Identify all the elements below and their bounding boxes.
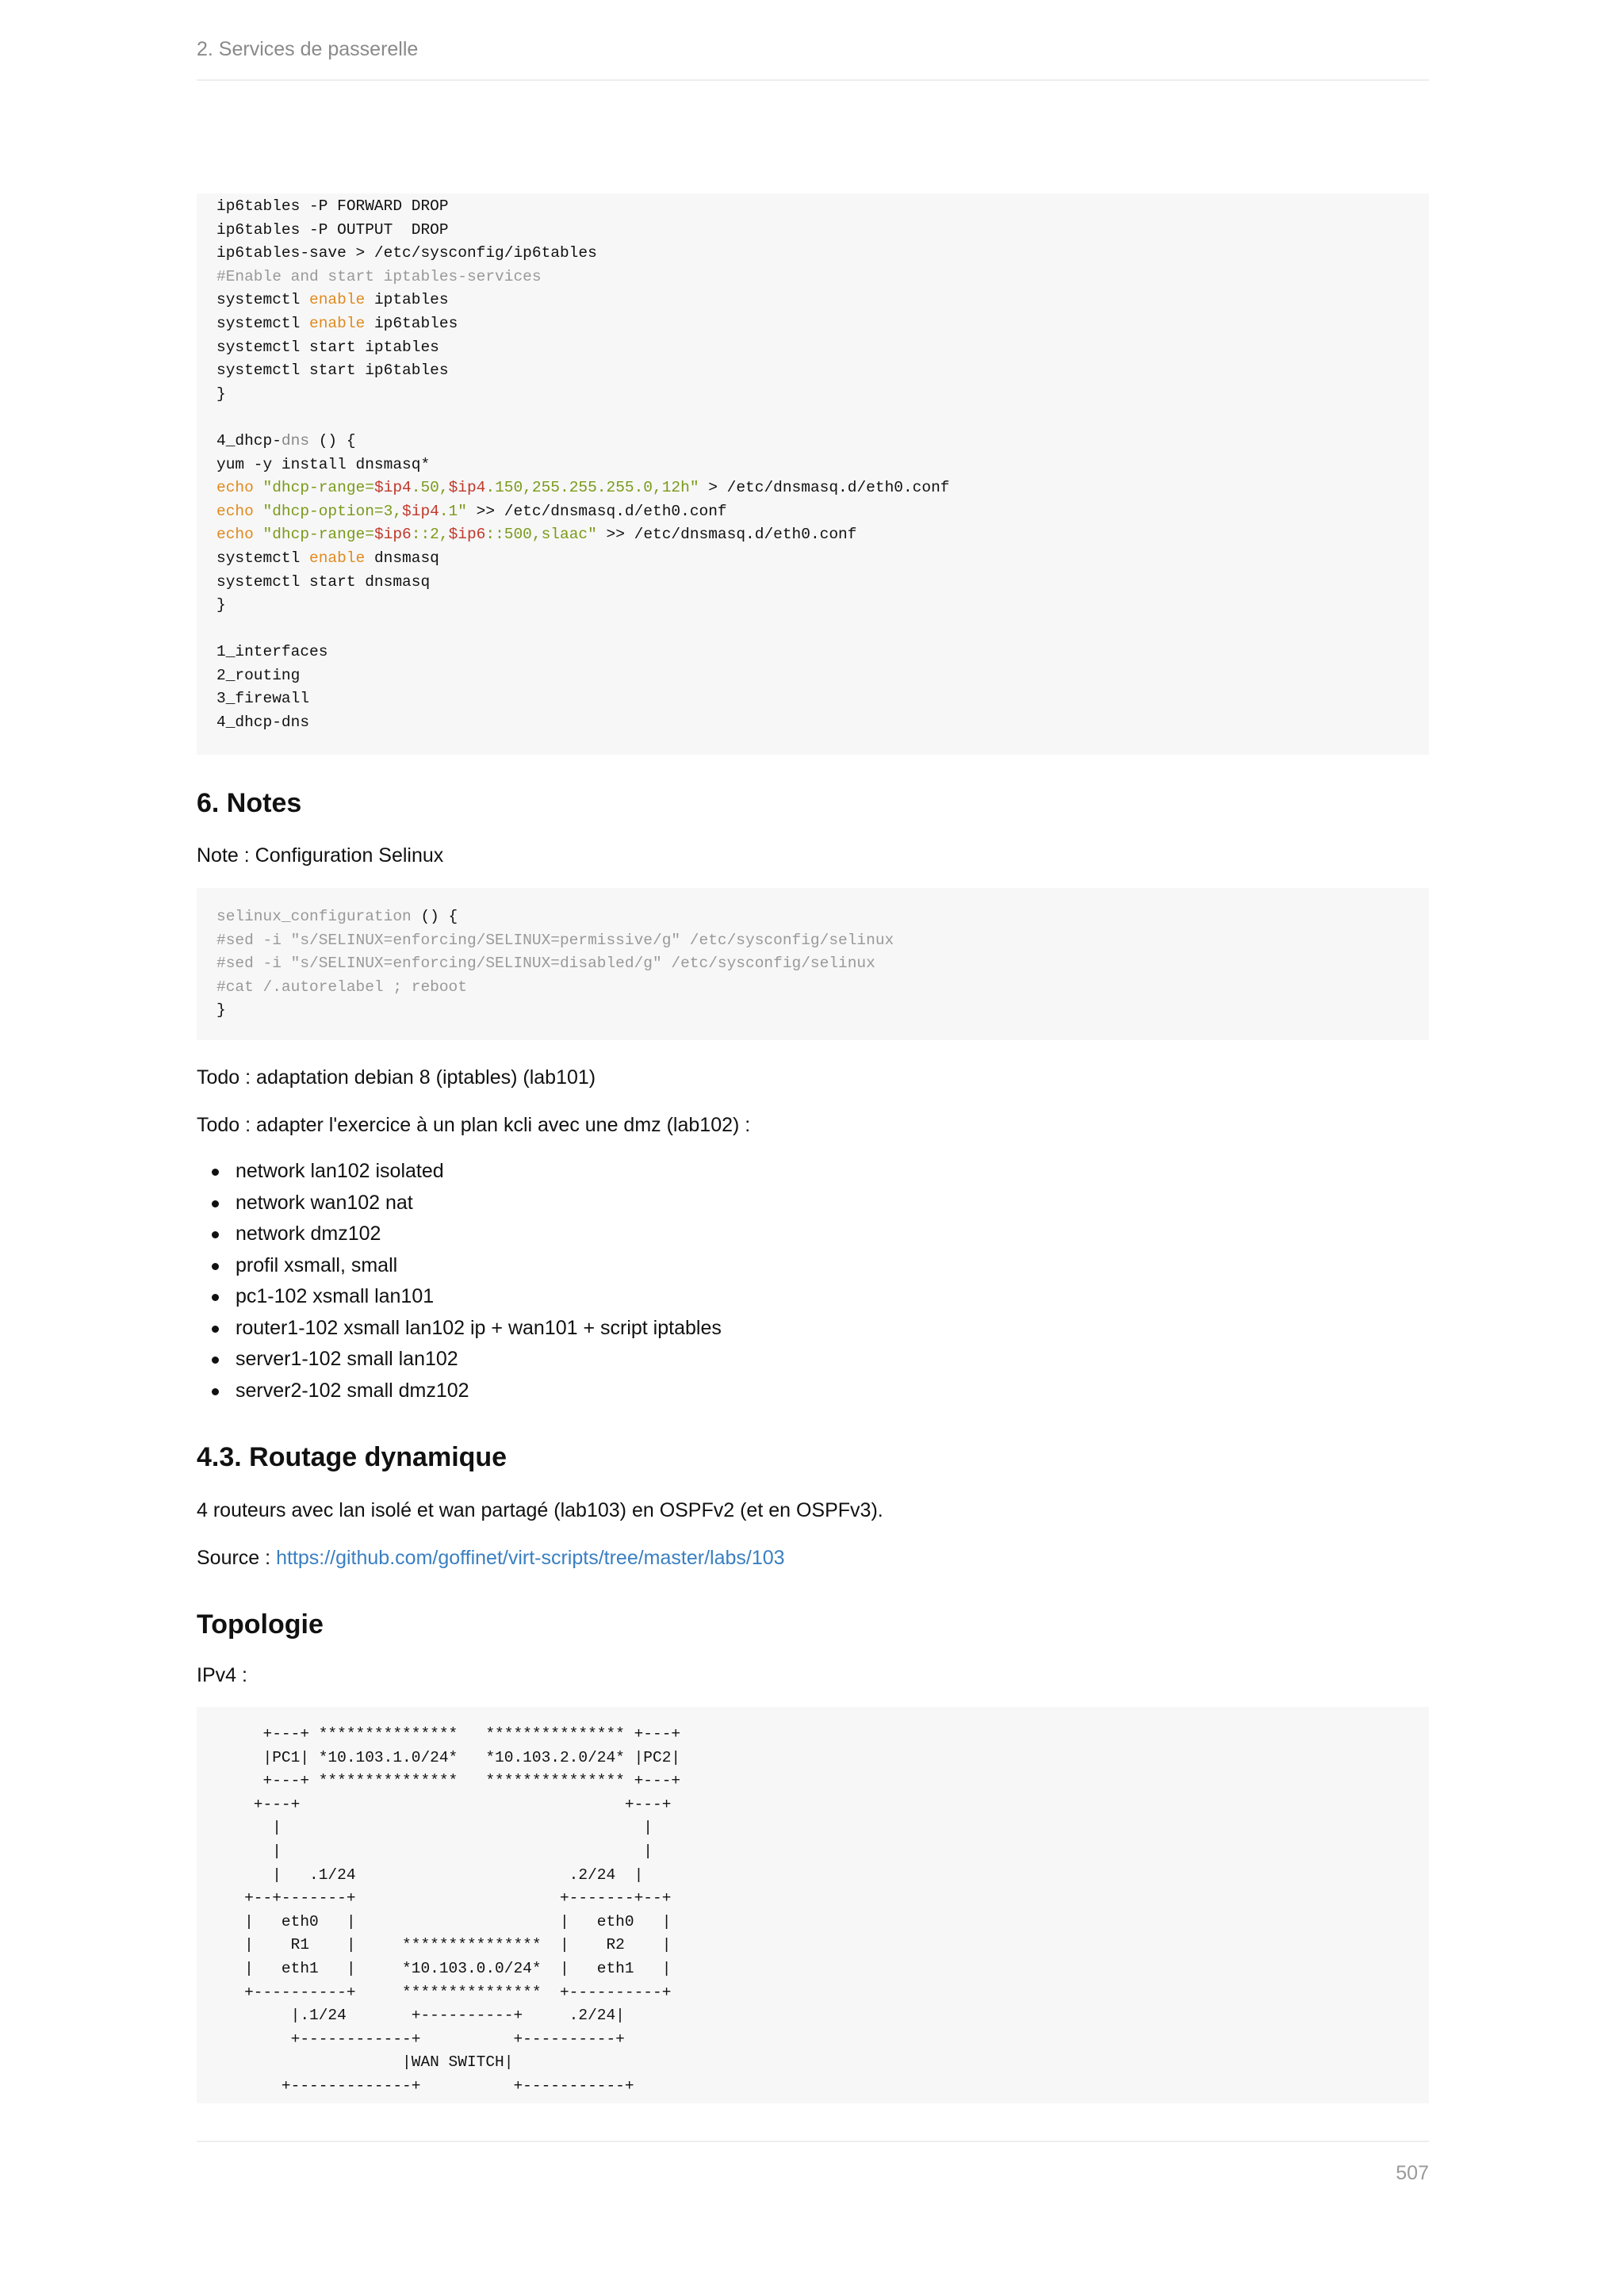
code-token: dnsmasq xyxy=(365,549,439,567)
code-token: 3_firewall xyxy=(216,690,310,708)
code-token: ip6tables -P OUTPUT DROP xyxy=(216,220,449,239)
code-token: 2_routing xyxy=(216,666,301,684)
code-token: #cat /.autorelabel ; reboot xyxy=(216,978,467,996)
diagram-line: +----------+ *************** +----------+ xyxy=(216,1983,672,2001)
code-block-selinux xyxy=(197,888,1429,1040)
code-token: "dhcp-range= xyxy=(253,479,374,497)
code-token: 1_interfaces xyxy=(216,643,328,661)
footer-rule xyxy=(197,2141,1429,2142)
code-token: systemctl xyxy=(216,314,310,332)
diagram-line: |WAN SWITCH| xyxy=(216,2053,514,2072)
code-line xyxy=(216,430,1429,453)
source-line xyxy=(197,1547,785,1570)
code-line xyxy=(216,594,1429,618)
code-line xyxy=(216,383,1429,407)
diagram-line: +---+ *************** *************** +---+ xyxy=(216,1772,681,1790)
code-token: #sed -i "s/SELINUX=enforcing/SELINUX=permissive/g" /etc/sysconfig/selinux xyxy=(216,931,894,949)
code-token: echo xyxy=(216,526,254,544)
code-line xyxy=(216,219,1429,243)
code-token: systemctl start dnsmasq xyxy=(216,572,431,591)
list-item: network wan102 nat xyxy=(197,1188,722,1219)
code-token: .150,255.255.255.0,12h" xyxy=(485,479,699,497)
code-token: () { xyxy=(411,908,458,925)
source-label: Source : xyxy=(197,1547,277,1569)
code-block-iptables-dnsmasq xyxy=(197,193,1429,755)
code-token: } xyxy=(216,385,226,403)
code-token: .50, xyxy=(411,479,449,497)
code-token: systemctl xyxy=(216,549,310,567)
code-token: echo xyxy=(216,479,254,497)
code-token: yum -y install dnsmasq* xyxy=(216,455,431,473)
code-token: ::2, xyxy=(411,526,449,544)
running-header: 2. Services de passerelle xyxy=(197,38,419,60)
code-token: systemctl start ip6tables xyxy=(216,362,449,380)
code-line xyxy=(216,571,1429,595)
ipv4-label: IPv4 : xyxy=(197,1664,247,1686)
source-link[interactable]: https://github.com/goffinet/virt-scripts/tree/master/labs/103 xyxy=(276,1547,785,1569)
code-line xyxy=(216,952,1429,976)
code-line xyxy=(216,289,1429,312)
code-line xyxy=(216,976,1429,1000)
list-item: network dmz102 xyxy=(197,1219,722,1250)
code-token: ip6tables xyxy=(365,314,458,332)
code-token: dns xyxy=(281,431,310,450)
todo-paragraph-1: Todo : adaptation debian 8 (iptables) (lab101) xyxy=(197,1066,596,1089)
code-line xyxy=(216,359,1429,383)
code-token: $ip6 xyxy=(373,526,412,544)
code-token: systemctl xyxy=(216,291,310,309)
list-item: network lan102 isolated xyxy=(197,1156,722,1188)
diagram-line: | .1/24 .2/24 | xyxy=(216,1866,644,1884)
code-token: $ip4 xyxy=(402,502,439,520)
code-line xyxy=(216,336,1429,360)
code-line xyxy=(216,547,1429,571)
todo-paragraph-2: Todo : adapter l'exercice à un plan kcli avec une dmz (lab102) : xyxy=(197,1114,751,1136)
code-line xyxy=(216,242,1429,266)
code-token: .1" xyxy=(439,502,467,520)
section-heading-routage: 4.3. Routage dynamique xyxy=(197,1442,508,1472)
code-token: () { xyxy=(309,431,356,450)
code-line xyxy=(216,476,1429,500)
code-line xyxy=(216,711,1429,735)
code-token: } xyxy=(216,1001,226,1020)
code-line xyxy=(216,523,1429,547)
code-token: systemctl start iptables xyxy=(216,338,439,356)
code-token: $ip4 xyxy=(448,479,486,497)
section-heading-notes: 6. Notes xyxy=(197,788,302,818)
code-token: ip6tables -P FORWARD DROP xyxy=(216,197,449,215)
routage-intro: 4 routeurs avec lan isolé et wan partagé (lab103) en OSPFv2 (et en OSPFv3). xyxy=(197,1499,883,1521)
code-token: >> /etc/dnsmasq.d/eth0.conf xyxy=(596,526,857,544)
code-token: #Enable and start iptables-services xyxy=(216,267,542,285)
code-line xyxy=(216,905,1429,929)
diagram-line: |PC1| *10.103.1.0/24* *10.103.2.0/24* |PC2| xyxy=(216,1748,681,1766)
note-label: Note : Configuration Selinux xyxy=(197,844,444,867)
diagram-line: |.1/24 +----------+ .2/24| xyxy=(216,2007,625,2025)
code-line xyxy=(216,195,1429,219)
diagram-line: +------------+ +----------+ xyxy=(216,2030,625,2048)
section-heading-topologie: Topologie xyxy=(197,1609,324,1640)
code-token: selinux_configuration xyxy=(216,908,412,925)
code-line xyxy=(216,500,1429,524)
code-line xyxy=(216,641,1429,664)
code-token: $ip6 xyxy=(448,526,486,544)
list-item: server2-102 small dmz102 xyxy=(197,1376,722,1407)
diagram-line: +---+ +---+ xyxy=(216,1795,672,1813)
code-line xyxy=(216,266,1429,289)
list-item: profil xsmall, small xyxy=(197,1250,722,1282)
code-token: #sed -i "s/SELINUX=enforcing/SELINUX=disabled/g" /etc/sysconfig/selinux xyxy=(216,955,875,973)
code-token: > /etc/dnsmasq.d/eth0.conf xyxy=(699,479,950,497)
diagram-line: | eth0 | | eth0 | xyxy=(216,1912,672,1931)
todo-bullet-list xyxy=(197,1156,722,1406)
diagram-line: +---+ *************** *************** +---+ xyxy=(216,1725,681,1743)
diagram-line: | R1 | *************** | R2 | xyxy=(216,1936,672,1954)
list-item: server1-102 small lan102 xyxy=(197,1344,722,1376)
code-line xyxy=(216,618,1429,641)
code-token: 4_dhcp- xyxy=(216,431,282,450)
code-line xyxy=(216,406,1429,430)
code-line xyxy=(216,664,1429,688)
code-token: ip6tables-save > /etc/sysconfig/ip6tables xyxy=(216,244,597,262)
code-token: echo xyxy=(216,502,254,520)
diagram-line: +--+-------+ +-------+--+ xyxy=(216,1889,672,1908)
code-token: $ip4 xyxy=(373,479,412,497)
code-token: >> /etc/dnsmasq.d/eth0.conf xyxy=(466,502,727,520)
code-line xyxy=(216,453,1429,477)
header-rule xyxy=(197,79,1429,81)
code-line xyxy=(216,687,1429,711)
code-token: ::500,slaac" xyxy=(485,526,597,544)
list-item: router1-102 xsmall lan102 ip + wan101 + script iptables xyxy=(197,1313,722,1345)
code-token: } xyxy=(216,596,226,614)
code-token: enable xyxy=(309,291,366,309)
diagram-line: | | xyxy=(216,1819,653,1837)
code-line xyxy=(216,999,1429,1023)
code-line xyxy=(216,312,1429,336)
code-line xyxy=(216,929,1429,953)
diagram-line: | | xyxy=(216,1842,653,1860)
code-token: enable xyxy=(309,549,366,567)
code-token: iptables xyxy=(365,291,449,309)
diagram-line: | eth1 | *10.103.0.0/24* | eth1 | xyxy=(216,1959,672,1977)
code-token: 4_dhcp-dns xyxy=(216,714,310,732)
list-item: pc1-102 xsmall lan101 xyxy=(197,1281,722,1313)
code-token: enable xyxy=(309,314,366,332)
code-token: "dhcp-range= xyxy=(253,526,374,544)
ascii-topology-diagram xyxy=(197,1707,1429,2103)
page-number: 507 xyxy=(1396,2162,1429,2184)
diagram-line: +-------------+ +-----------+ xyxy=(216,2076,634,2095)
code-token: "dhcp-option=3, xyxy=(253,502,403,520)
